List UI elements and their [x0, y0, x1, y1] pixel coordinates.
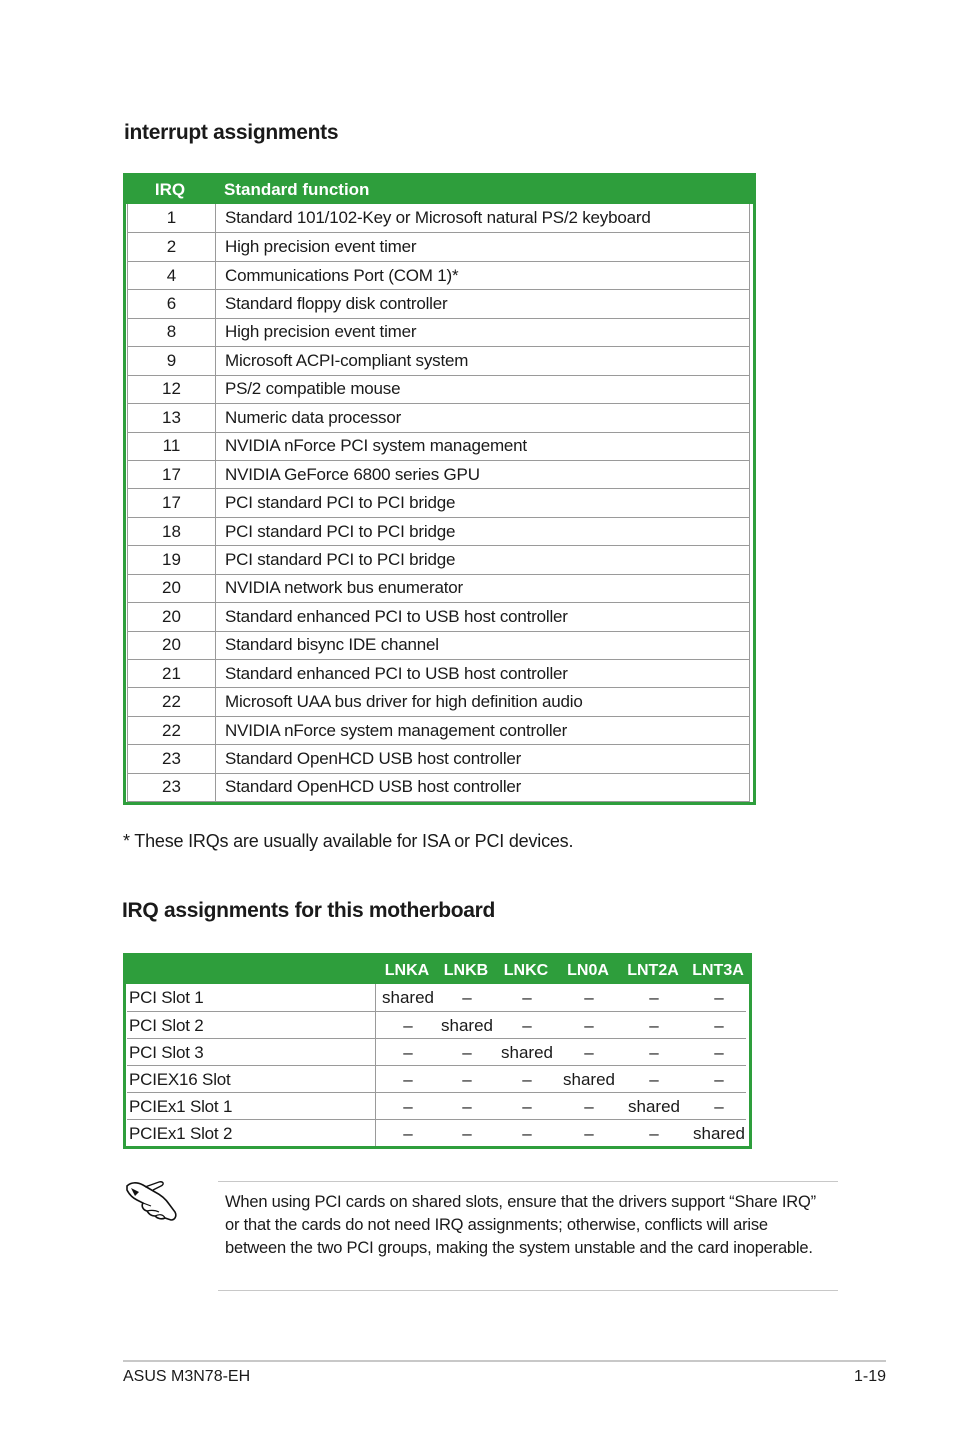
irq-function: Standard enhanced PCI to USB host controller [225, 606, 568, 626]
irq-number: 20 [128, 603, 216, 630]
table-body [127, 984, 746, 1146]
header-lnka: LNKA [384, 962, 430, 979]
irq-share-value: – [403, 1070, 413, 1089]
footer-product-name: ASUS M3N78-EH [123, 1368, 251, 1385]
irq-number: 13 [128, 404, 216, 431]
irq-share-value: – [522, 1070, 532, 1089]
irq-share-value: – [649, 1043, 659, 1062]
table-row [128, 716, 749, 744]
irq-number: 18 [128, 518, 216, 545]
header-ln0a: LN0A [567, 962, 609, 979]
table-row [127, 1011, 746, 1038]
irq-number: 11 [128, 433, 216, 460]
irq-function: NVIDIA nForce PCI system management [225, 436, 527, 456]
irq-number: 9 [128, 347, 216, 374]
irq-share-value: – [403, 1124, 413, 1143]
hand-icon [125, 1176, 179, 1224]
table-row [128, 602, 749, 630]
irq-number: 19 [128, 546, 216, 573]
irq-share-value: – [462, 1124, 472, 1143]
irq-number: 21 [128, 660, 216, 687]
irq-share-value: – [714, 1016, 724, 1035]
irq-share-value: shared [501, 1043, 553, 1062]
interrupt-assignments-table [123, 173, 756, 805]
table-row [128, 659, 749, 687]
column-divider [375, 1066, 376, 1092]
table-row [128, 261, 749, 289]
table-row [127, 1092, 746, 1119]
irq-share-value: – [522, 1124, 532, 1143]
irq-share-value: shared [563, 1070, 615, 1089]
table-row [128, 545, 749, 573]
irq-share-value: – [584, 988, 594, 1007]
section-title-interrupt-assignments: interrupt assignments [124, 121, 339, 144]
irq-function: Standard bisync IDE channel [225, 635, 439, 655]
table-row [128, 232, 749, 260]
irq-share-value: – [522, 1097, 532, 1116]
irq-number: 4 [128, 262, 216, 289]
irq-share-value: – [462, 1043, 472, 1062]
irq-share-value: – [714, 1043, 724, 1062]
table-row [128, 346, 749, 374]
irq-function: NVIDIA nForce system management controller [225, 720, 568, 740]
irq-share-value: shared [628, 1097, 680, 1116]
irq-number: 23 [128, 745, 216, 772]
irq-function: Standard floppy disk controller [225, 294, 448, 314]
irq-number: 20 [128, 575, 216, 602]
irq-share-value: – [462, 1070, 472, 1089]
irq-function: Microsoft UAA bus driver for high definition audio [225, 692, 583, 712]
irq-number: 17 [128, 461, 216, 488]
irq-number: 8 [128, 319, 216, 346]
irq-function: Standard enhanced PCI to USB host controller [225, 663, 568, 683]
table-row [128, 289, 749, 317]
header-standard-function: Standard function [224, 180, 370, 199]
irq-function: Microsoft ACPI-compliant system [225, 350, 469, 370]
table-row [127, 1038, 746, 1065]
irq-function: PCI standard PCI to PCI bridge [225, 493, 456, 513]
irq-share-value: – [649, 1016, 659, 1035]
irq-function: PS/2 compatible mouse [225, 379, 401, 399]
table-row [128, 631, 749, 659]
table-row [128, 517, 749, 545]
slot-name: PCI Slot 2 [129, 1016, 204, 1035]
irq-share-value: – [649, 1070, 659, 1089]
header-irq: IRQ [154, 180, 186, 199]
page-number: 1-19 [853, 1368, 886, 1385]
irq-function: Standard 101/102-Key or Microsoft natural PS/2 keyboard [225, 208, 651, 228]
table-row [128, 403, 749, 431]
table-row [128, 574, 749, 602]
table-row [128, 488, 749, 516]
irq-function: Communications Port (COM 1)* [225, 265, 459, 285]
irq-number: 1 [128, 204, 216, 232]
irq-number: 22 [128, 717, 216, 744]
header-lnkc: LNKC [503, 962, 549, 979]
irq-number: 23 [128, 774, 216, 801]
irq-function: High precision event timer [225, 237, 417, 257]
note-text: When using PCI cards on shared slots, ensure that the drivers support “Share IRQ” or that the cards do not need IRQ assignments; otherwise, conflicts will arise between the two PCI groups, making the system unstable and the card inoperable. [225, 1193, 816, 1257]
irq-share-value: – [584, 1016, 594, 1035]
column-divider [375, 1039, 376, 1065]
column-divider [375, 984, 376, 1011]
header-lnt3a: LNT3A [692, 962, 744, 979]
irq-number: 17 [128, 489, 216, 516]
irq-share-value: – [584, 1043, 594, 1062]
irq-motherboard-table [123, 953, 752, 1149]
irq-share-value: – [522, 988, 532, 1007]
table-row [127, 984, 746, 1011]
footnote: * These IRQs are usually available for ISA or PCI devices. [123, 831, 574, 851]
irq-share-value: – [714, 1097, 724, 1116]
irq-share-value: – [714, 1070, 724, 1089]
table-row [128, 318, 749, 346]
table-body [128, 204, 749, 801]
table-row [128, 204, 749, 232]
irq-function: High precision event timer [225, 322, 417, 342]
irq-share-value: shared [382, 988, 434, 1007]
table-header [126, 176, 753, 204]
irq-function: NVIDIA network bus enumerator [225, 578, 463, 598]
irq-function: PCI standard PCI to PCI bridge [225, 549, 456, 569]
irq-share-value: shared [441, 1016, 493, 1035]
column-divider [375, 1093, 376, 1119]
irq-function: Standard OpenHCD USB host controller [225, 749, 522, 769]
irq-share-value: – [649, 988, 659, 1007]
irq-share-value: – [403, 1097, 413, 1116]
irq-function: Numeric data processor [225, 407, 402, 427]
note-box [218, 1181, 838, 1291]
irq-number: 2 [128, 233, 216, 260]
table-row [127, 1065, 746, 1092]
column-divider [375, 1012, 376, 1038]
slot-name: PCIEx1 Slot 2 [129, 1124, 233, 1143]
table-row [128, 687, 749, 715]
irq-share-value: shared [693, 1124, 745, 1143]
irq-share-value: – [584, 1124, 594, 1143]
irq-function: Standard OpenHCD USB host controller [225, 777, 522, 797]
table-row [127, 1119, 746, 1146]
table-row [128, 773, 749, 801]
column-divider [375, 1120, 376, 1146]
header-lnt2a: LNT2A [627, 962, 679, 979]
section-title-irq-motherboard: IRQ assignments for this motherboard [122, 899, 496, 922]
irq-share-value: – [462, 1097, 472, 1116]
irq-function: NVIDIA GeForce 6800 series GPU [225, 464, 480, 484]
header-lnkb: LNKB [443, 962, 489, 979]
irq-share-value: – [462, 988, 472, 1007]
table-header [126, 956, 749, 984]
irq-share-value: – [714, 988, 724, 1007]
table-row [128, 460, 749, 488]
slot-name: PCIEx1 Slot 1 [129, 1097, 233, 1116]
irq-share-value: – [522, 1016, 532, 1035]
irq-number: 20 [128, 632, 216, 659]
slot-name: PCI Slot 1 [129, 988, 204, 1007]
table-row [128, 744, 749, 772]
irq-share-value: – [403, 1016, 413, 1035]
irq-share-value: – [649, 1124, 659, 1143]
table-row [128, 375, 749, 403]
slot-name: PCIEX16 Slot [129, 1070, 231, 1089]
irq-number: 6 [128, 290, 216, 317]
table-row [128, 432, 749, 460]
footer-divider [123, 1360, 886, 1362]
irq-number: 12 [128, 376, 216, 403]
irq-function: PCI standard PCI to PCI bridge [225, 521, 456, 541]
irq-share-value: – [584, 1097, 594, 1116]
slot-name: PCI Slot 3 [129, 1043, 204, 1062]
irq-share-value: – [403, 1043, 413, 1062]
irq-number: 22 [128, 688, 216, 715]
